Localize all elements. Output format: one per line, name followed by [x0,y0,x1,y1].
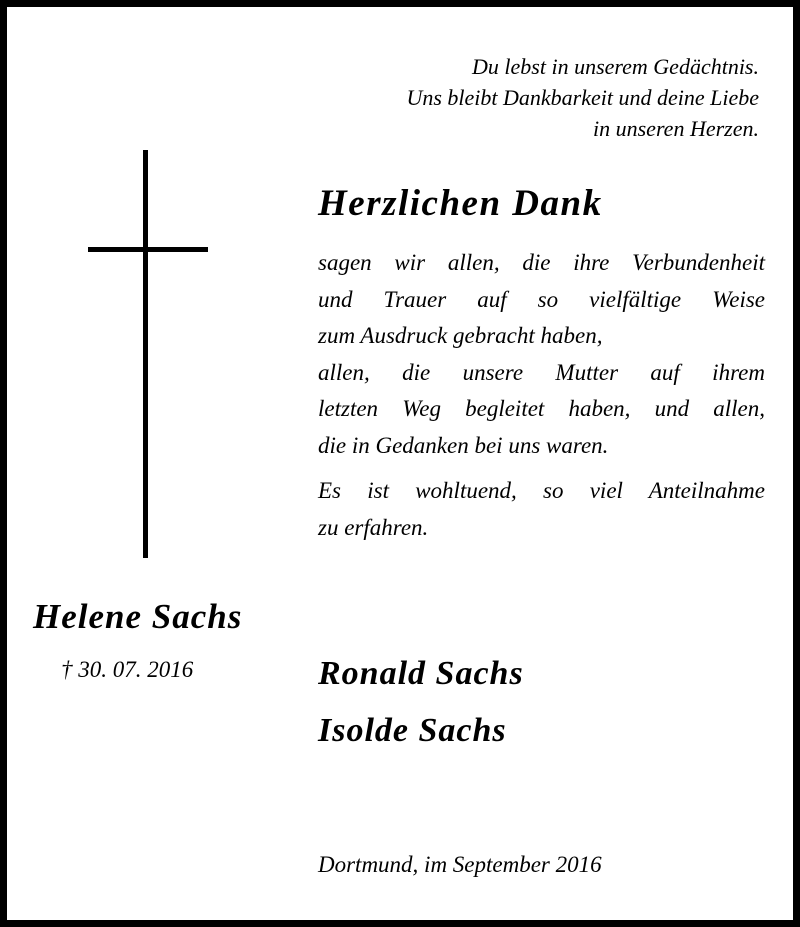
text-line: allen, die unsere Mutter auf ihrem [318,359,765,385]
text-line: Es ist wohltuend, so viel Anteilnahme [318,478,765,503]
thanks-message [318,245,765,546]
signer-name: Isolde Sachs [318,712,507,749]
deceased-name: Helene Sachs [33,597,243,636]
text-line: zum Ausdruck gebracht haben, [318,323,603,348]
text-line: zu erfahren. [318,514,429,540]
death-date: † 30. 07. 2016 [61,657,194,682]
place-and-date: Dortmund, im September 2016 [318,852,602,877]
cross-vertical-beam [143,150,148,558]
thanks-paragraph-1 [318,245,765,464]
motto-quote [406,51,759,144]
text-line: und Trauer auf so vielfältige Weise [318,286,765,312]
text-line: letzten Weg begleitet haben, und allen, [318,396,765,421]
thanks-paragraph-2 [318,473,765,546]
text-line: die in Gedanken bei uns waren. [318,432,609,458]
motto-line: Uns bleibt Dankbarkeit und deine Liebe [406,85,759,110]
thanks-heading: Herzlichen Dank [318,183,603,224]
motto-line: Du lebst in unserem Gedächtnis. [472,54,759,79]
signer-name: Ronald Sachs [318,655,524,692]
motto-line: in unseren Herzen. [593,116,759,141]
cross-horizontal-beam [88,247,208,252]
text-line: sagen wir allen, die ihre Verbundenheit [318,250,765,275]
